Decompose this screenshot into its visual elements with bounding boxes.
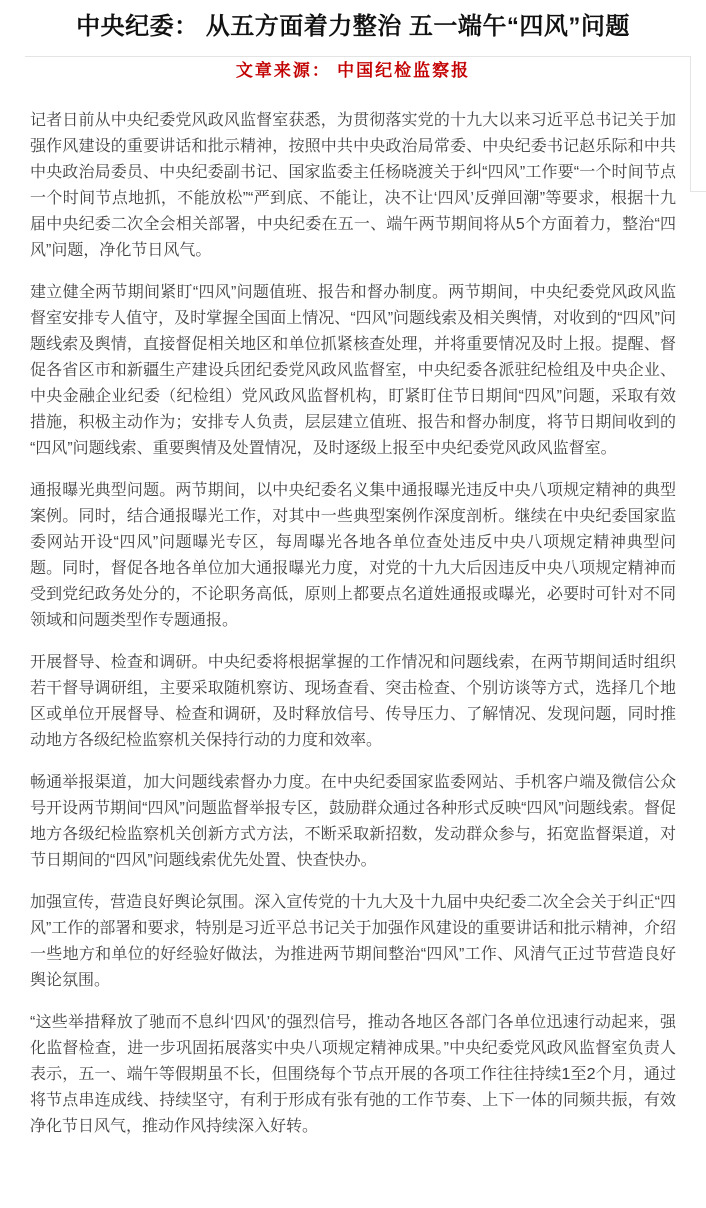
article-paragraph-4: 开展督导、检查和调研。中央纪委将根据掌握的工作情况和问题线索，在两节期间适时组织若干督导调研组，主要采取随机察访、现场查看、突击检查、个别访谈等方式，选择几个地区或单位开展督导、检查和调研，及时释放信号、传导压力、了解情况、发现问题，同时推动地方各级纪检监察机关保持行动的力度和效率。: [30, 654, 676, 749]
article-title: [30, 12, 676, 56]
article-paragraph-5: 畅通举报渠道，加大问题线索督办力度。在中央纪委国家监委网站、手机客户端及微信公众号开设两节期间“四风”问题监督举报专区，鼓励群众通过各种形式反映“四风”问题线索。督促地方各级纪检监察机关创新方式方法，不断采取新招数，发动群众参与，拓宽监督渠道，对节日期间的“四风”问题线索优先处置、快查快办。: [30, 774, 676, 869]
article-body: [30, 108, 676, 1140]
article-paragraph-2: 建立健全两节期间紧盯“四风”问题值班、报告和督办制度。两节期间，中央纪委党风政风监督室安排专人值守，及时掌握全国面上情况、“四风”问题线索及相关舆情，对收到的“四风”问题线索及舆情，直接督促相关地区和单位抓紧核查处理，并将重要情况及时上报。提醒、督促各省区市和新疆生产建设兵团纪委党风政风监督室，中央纪委各派驻纪检组及中央企业、中央金融企业纪委（纪检组）党风政风监督机构，盯紧盯住节日期间“四风”问题，采取有效措施，积极主动作为；安排专人负责，层层建立值班、报告和督办制度，将节日期间收到的“四风”问题线索、重要舆情及处置情况，及时逐级上报至中央纪委党风政风监督室。: [30, 284, 676, 457]
article-title-text: 中央纪委： 从五方面着力整治 五一端午“四风”问题: [72, 12, 634, 56]
article-paragraph-1: 记者日前从中央纪委党风政风监督室获悉，为贯彻落实党的十九大以来习近平总书记关于加强作风建设的重要讲话和批示精神，按照中共中央政治局常委、中央纪委书记赵乐际和中共中央政治局委员、中央纪委副书记、国家监委主任杨晓渡关于纠“四风”工作要“一个时间节点一个时间节点地抓，不能放松”“严到底、不能让，决不让‘四风’反弹回潮”等要求，根据十九届中央纪委二次全会相关部署，中央纪委在五一、端午两节期间将从5个方面着力，整治“四风”问题，净化节日风气。: [30, 112, 676, 259]
article-paragraph-7: “这些举措释放了驰而不息纠‘四风’的强烈信号，推动各地区各部门各单位迅速行动起来，强化监督检查，进一步巩固拓展落实中央八项规定精神成果。”中央纪委党风政风监督室负责人表示，五一、端午等假期虽不长，但围绕每个节点开展的各项工作往往持续1至2个月，通过将节点串连成线、持续坚守，有利于形成有张有弛的工作节奏、上下一体的同频共振，有效净化节日风气，推动作风持续深入好转。: [30, 1014, 676, 1135]
article-page: [30, 0, 676, 1140]
article-source-line: 文章来源： 中国纪检监察报: [235, 61, 471, 80]
article-paragraph-6: 加强宣传，营造良好舆论氛围。深入宣传党的十九大及十九届中央纪委二次全会关于纠正“四风”工作的部署和要求，特别是习近平总书记关于加强作风建设的重要讲话和批示精神，介绍一些地方和单位的好经验好做法，为推进两节期间整治“四风”工作、风清气正过节营造良好舆论氛围。: [30, 894, 676, 989]
right-edge-frame-artifact: [690, 56, 706, 192]
article-paragraph-3: 通报曝光典型问题。两节期间，以中央纪委名义集中通报曝光违反中央八项规定精神的典型案例。同时，结合通报曝光工作，对其中一些典型案例作深度剖析。继续在中央纪委国家监委网站开设“四风”问题曝光专区，每周曝光各地各单位查处违反中央八项规定精神典型问题。同时，督促各地各单位加大通报曝光力度，对党的十九大后因违反中央八项规定精神而受到党纪政务处分的，不论职务高低，原则上都要点名道姓通报或曝光，必要时可针对不同领域和问题类型作专题通报。: [30, 482, 676, 629]
